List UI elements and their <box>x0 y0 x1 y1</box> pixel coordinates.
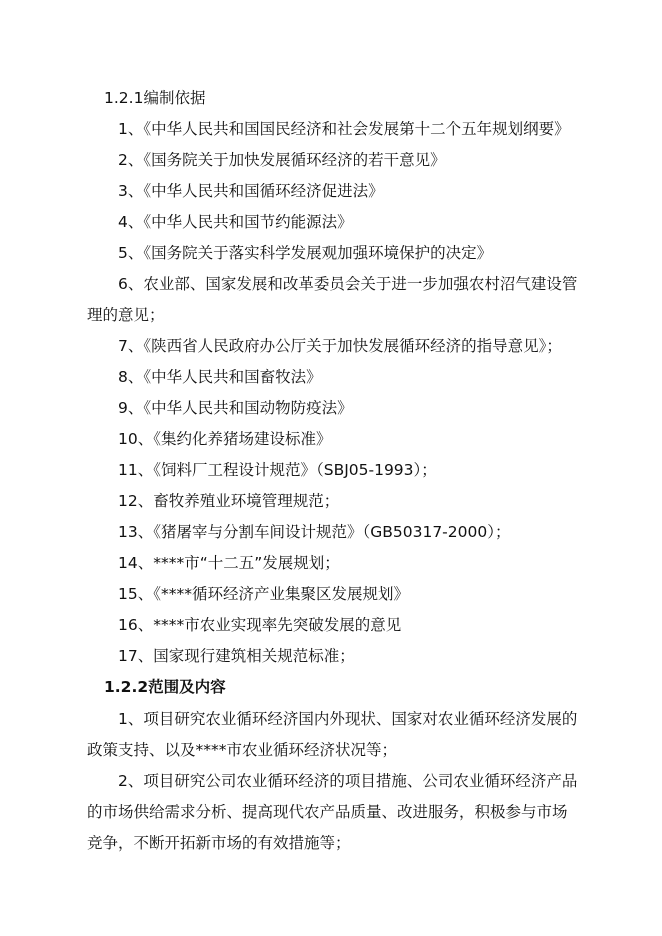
basis-item-4: 4、《中华人民共和国节约能源法》 <box>118 213 353 231</box>
basis-item-17: 17、国家现行建筑相关规范标准； <box>118 647 355 665</box>
basis-item-1: 1、《中华人民共和国国民经济和社会发展第十二个五年规划纲要》 <box>118 120 570 138</box>
scope-paragraph-2-line-1: 2、项目研究公司农业循环经济的项目措施、公司农业循环经济产品 <box>118 772 578 790</box>
section-heading-1-2-2: 1.2.2范围及内容 <box>104 678 226 696</box>
scope-paragraph-1-line-2: 政策支持、以及****市农业循环经济状况等； <box>87 741 398 759</box>
basis-item-8: 8、《中华人民共和国畜牧法》 <box>118 368 322 386</box>
scope-paragraph-1-line-1: 1、项目研究农业循环经济国内外现状、国家对农业循环经济发展的 <box>118 710 578 728</box>
basis-item-13: 13、《猪屠宰与分割车间设计规范》（GB50317-2000）； <box>118 523 511 541</box>
basis-item-12: 12、畜牧养殖业环境管理规范； <box>118 492 340 510</box>
basis-item-5: 5、《国务院关于落实科学发展观加强环境保护的决定》 <box>118 244 493 262</box>
basis-item-10: 10、《集约化养猪场建设标准》 <box>118 430 332 448</box>
basis-item-6-continued: 理的意见； <box>87 306 165 324</box>
basis-item-7: 7、《陕西省人民政府办公厅关于加快发展循环经济的指导意见》； <box>118 337 562 355</box>
basis-item-9: 9、《中华人民共和国动物防疫法》 <box>118 399 353 417</box>
basis-item-11: 11、《饲料厂工程设计规范》（SBJ05-1993）； <box>118 461 437 479</box>
basis-item-16: 16、****市农业实现率先突破发展的意见 <box>118 616 402 634</box>
basis-item-14: 14、****市“十二五”发展规划； <box>118 554 340 572</box>
section-heading-1-2-1: 1.2.1编制依据 <box>104 89 206 107</box>
scope-paragraph-2-line-3: 竞争，不断开拓新市场的有效措施等； <box>87 834 351 852</box>
basis-item-3: 3、《中华人民共和国循环经济促进法》 <box>118 182 384 200</box>
basis-item-15: 15、《****循环经济产业集聚区发展规划》 <box>118 585 409 603</box>
basis-item-6: 6、农业部、国家发展和改革委员会关于进一步加强农村沼气建设管 <box>118 275 578 293</box>
scope-paragraph-2-line-2: 的市场供给需求分析、提高现代农产品质量、改进服务，积极参与市场 <box>87 803 568 821</box>
basis-item-2: 2、《国务院关于加快发展循环经济的若干意见》 <box>118 151 446 169</box>
